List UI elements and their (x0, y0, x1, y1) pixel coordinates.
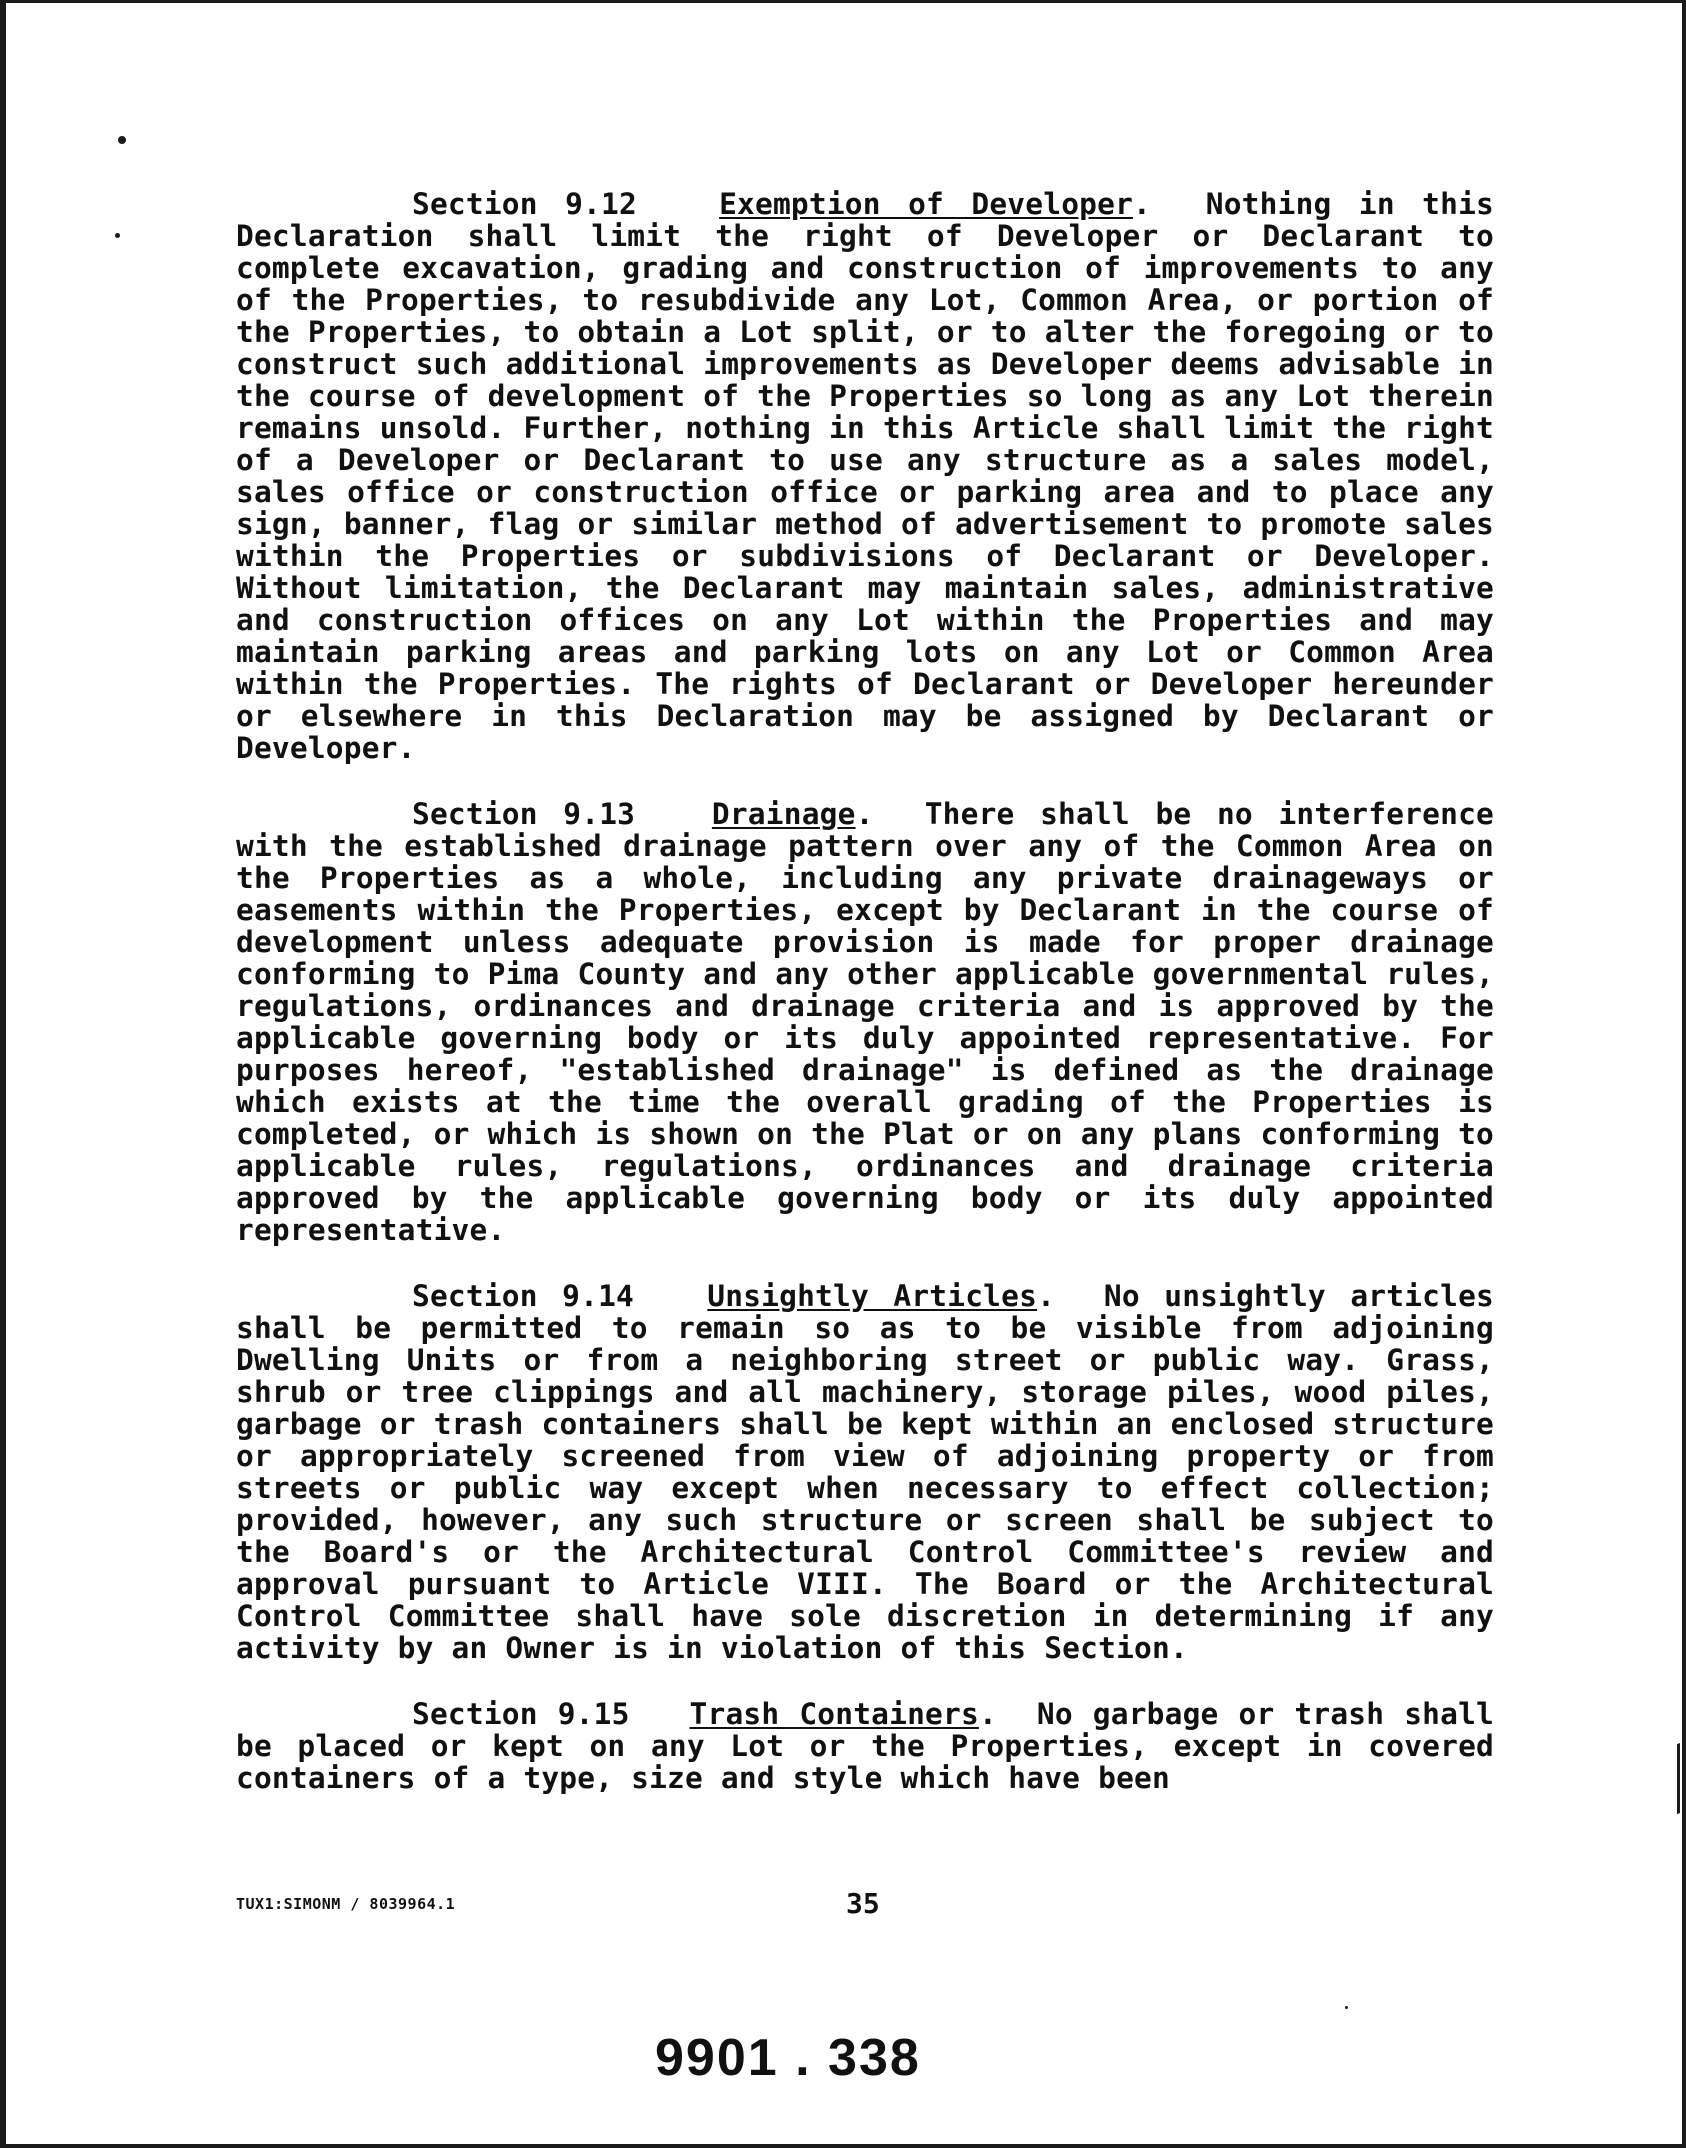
section-heading: Trash Containers (689, 1697, 979, 1731)
section-body: No unsightly articles shall be permitted to remain so as to be visible from adjoining Dwelling Units or from a neighboring street or public way. Grass, shrub or tree clippings and all machinery, storage piles, wood piles, garbage or trash containers shall be kept within an enclosed structure or appropriately screened from view of adjoining property or from streets or public way except when necessary to effect collection; provided, however, any such structure or screen shall be subject to the Board's or the Architectural Control Committee's review and approval pursuant to Article VIII. The Board or the Architectural Control Committee shall have sole discretion in determining if any activity by an Owner is in violation of this Section. (236, 1279, 1494, 1665)
section-heading: Exemption of Developer (719, 187, 1134, 221)
section-body: There shall be no interference with the established drainage pattern over any of the Common Area on the Properties as a whole, including any private drainageways or easements within the Properties, except by Declarant in the course of development unless adequate provision is made for proper drainage conforming to Pima County and any other applicable governmental rules, regulations, ordinances and drainage criteria and is approved by the applicable governing body or its duly appointed representative. For purposes hereof, "established drainage" is defined as the drainage which exists at the time the overall grading of the Properties is completed, or which is shown on the Plat or on any plans conforming to applicable rules, regulations, ordinances and drainage criteria approved by the applicable governing body or its duly appointed representative. (236, 797, 1494, 1247)
section-paragraph: Section 9.15 Trash Containers. No garbage or trash shall be placed or kept on any Lot or the Properties, except in covered containers of a type, size and style which have been (236, 1697, 1494, 1795)
scan-edge-mark (1669, 1743, 1680, 1817)
section-number: Section 9.12 (412, 187, 637, 221)
section-9-15 (236, 1698, 1494, 1794)
section-heading: Unsightly Articles (707, 1279, 1038, 1313)
scan-speck (1345, 2006, 1348, 2009)
section-body: Nothing in this Declaration shall limit the right of Developer or Declarant to complete excavation, grading and construction of improvements to any of the Properties, to resubdivide any Lot, Common Area, or portion of the Properties, to obtain a Lot split, or to alter the foregoing or to construct such additional improvements as Developer deems advisable in the course of development of the Properties so long as any Lot therein remains unsold. Further, nothing in this Article shall limit the right of a Developer or Declarant to use any structure as a sales model, sales office or construction office or parking area and to place any sign, banner, flag or similar method of advertisement to promote sales within the Properties or subdivisions of Declarant or Developer. Without limitation, the Declarant may maintain sales, administrative and construction offices on any Lot within the Properties and may maintain parking areas and parking lots on any Lot or Common Area within the Properties. The rights of Declarant or Developer hereunder or elsewhere in this Declaration may be assigned by Declarant or Developer. (236, 187, 1494, 765)
section-9-13 (236, 798, 1494, 1246)
section-9-14 (236, 1280, 1494, 1664)
recording-stamp: 9901 . 338 (655, 2029, 921, 2087)
document-id: TUX1:SIMONM / 8039964.1 (236, 1895, 456, 1913)
scan-speck (115, 233, 120, 238)
section-heading: Drainage (711, 797, 856, 831)
document-body (236, 188, 1494, 1828)
page-number: 35 (846, 1887, 880, 1920)
section-paragraph: Section 9.14 Unsightly Articles. No unsightly articles shall be permitted to remain so as to be visible from adjoining Dwelling Units or from a neighboring street or public way. Grass, shrub or tree clippings and all machinery, storage piles, wood piles, garbage or trash containers shall be kept within an enclosed structure or appropriately screened from view of adjoining property or from streets or public way except when necessary to effect collection; provided, however, any such structure or screen shall be subject to the Board's or the Architectural Control Committee's review and approval pursuant to Article VIII. The Board or the Architectural Control Committee shall have sole discretion in determining if any activity by an Owner is in violation of this Section. (236, 1279, 1494, 1665)
section-paragraph: Section 9.12 Exemption of Developer. Nothing in this Declaration shall limit the right of Developer or Declarant to complete excavation, grading and construction of improvements to any of the Properties, to resubdivide any Lot, Common Area, or portion of the Properties, to obtain a Lot split, or to alter the foregoing or to construct such additional improvements as Developer deems advisable in the course of development of the Properties so long as any Lot therein remains unsold. Further, nothing in this Article shall limit the right of a Developer or Declarant to use any structure as a sales model, sales office or construction office or parking area and to place any sign, banner, flag or similar method of advertisement to promote sales within the Properties or subdivisions of Declarant or Developer. Without limitation, the Declarant may maintain sales, administrative and construction offices on any Lot within the Properties and may maintain parking areas and parking lots on any Lot or Common Area within the Properties. The rights of Declarant or Developer hereunder or elsewhere in this Declaration may be assigned by Declarant or Developer. (236, 187, 1494, 765)
section-number: Section 9.14 (412, 1279, 634, 1313)
section-body: No garbage or trash shall be placed or kept on any Lot or the Properties, except in covered containers of a type, size and style which have been (236, 1697, 1494, 1795)
section-paragraph: Section 9.13 Drainage. There shall be no interference with the established drainage pattern over any of the Common Area on the Properties as a whole, including any private drainageways or easements within the Properties, except by Declarant in the course of development unless adequate provision is made for proper drainage conforming to Pima County and any other applicable governmental rules, regulations, ordinances and drainage criteria and is approved by the applicable governing body or its duly appointed representative. For purposes hereof, "established drainage" is defined as the drainage which exists at the time the overall grading of the Properties is completed, or which is shown on the Plat or on any plans conforming to applicable rules, regulations, ordinances and drainage criteria approved by the applicable governing body or its duly appointed representative. (236, 797, 1494, 1247)
scan-speck (118, 136, 126, 144)
section-number: Section 9.15 (412, 1697, 630, 1731)
section-number: Section 9.13 (412, 797, 636, 831)
section-9-12 (236, 188, 1494, 764)
